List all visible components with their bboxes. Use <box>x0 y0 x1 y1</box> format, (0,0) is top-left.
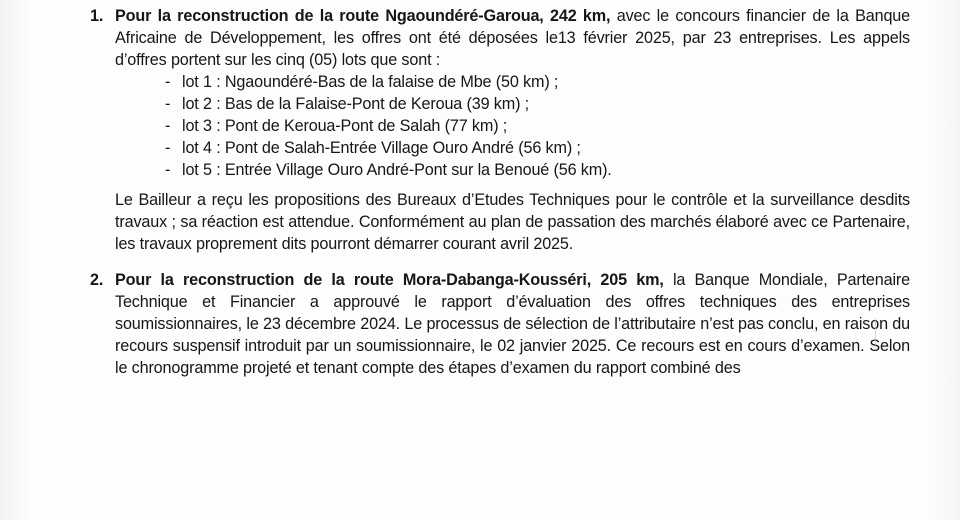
item-intro <box>115 5 910 71</box>
margin-mark <box>875 318 878 348</box>
lot-item <box>165 137 910 159</box>
item-lead: Pour la reconstruction de la route Mora-Dabanga-Kousséri, 205 km, <box>115 271 664 289</box>
lot-text: lot 5 : Entrée Village Ouro André-Pont sur la Benoué (56 km). <box>182 161 612 179</box>
dash-marker: - <box>165 73 171 91</box>
lot-item <box>165 159 910 181</box>
item-number: 1. <box>90 7 104 25</box>
lot-text: lot 1 : Ngaoundéré-Bas de la falaise de Mbe (50 km) ; <box>182 73 559 91</box>
dash-marker: - <box>165 161 171 179</box>
lot-text: lot 3 : Pont de Keroua-Pont de Salah (77 km) ; <box>182 117 508 135</box>
lot-text: lot 4 : Pont de Salah-Entrée Village Ouro André (56 km) ; <box>182 139 581 157</box>
list-item-2 <box>90 269 910 379</box>
dash-marker: - <box>165 117 171 135</box>
item-number: 2. <box>90 271 104 289</box>
lot-item <box>165 93 910 115</box>
document-body <box>90 5 910 379</box>
item-intro-text: avec le concours financier de la Banque Africaine de Développement, les offres ont été déposées le13 février 2025, par 23 entreprises. Les appels d’offres portent sur les cinq (05) lots que sont : <box>115 7 910 69</box>
item-intro-text: la Banque Mondiale, Partenaire Technique et Financier a approuvé le rapport d’évaluation des offres techniques des entreprises soumissionnaires, le 23 décembre 2024. Le processus de sélection de l’attributaire n’est pas conclu, en raison du recours suspensif introduit par un soumissionnaire, le 02 janvier 2025. Ce recours est en cours d’examen. Selon le chronogramme projeté et tenant compte des étapes d’examen du rapport combiné des <box>115 271 911 377</box>
lot-item <box>165 71 910 93</box>
lot-text: lot 2 : Bas de la Falaise-Pont de Keroua (39 km) ; <box>182 95 530 113</box>
dash-marker: - <box>165 95 171 113</box>
lot-item <box>165 115 910 137</box>
item-intro <box>115 269 910 379</box>
list-item-1 <box>90 5 910 255</box>
item-lead: Pour la reconstruction de la route Ngaoundéré-Garoua, 242 km, <box>115 7 611 25</box>
item-paragraph: Le Bailleur a reçu les propositions des Bureaux d’Etudes Techniques pour le contrôle et la surveillance desdits travaux ; sa réaction est attendue. Conformément au plan de passation des marchés élaboré avec ce Partenaire, les travaux proprement dits pourront démarrer courant avril 2025. <box>115 191 910 253</box>
lots-list <box>115 71 910 181</box>
dash-marker: - <box>165 139 171 157</box>
